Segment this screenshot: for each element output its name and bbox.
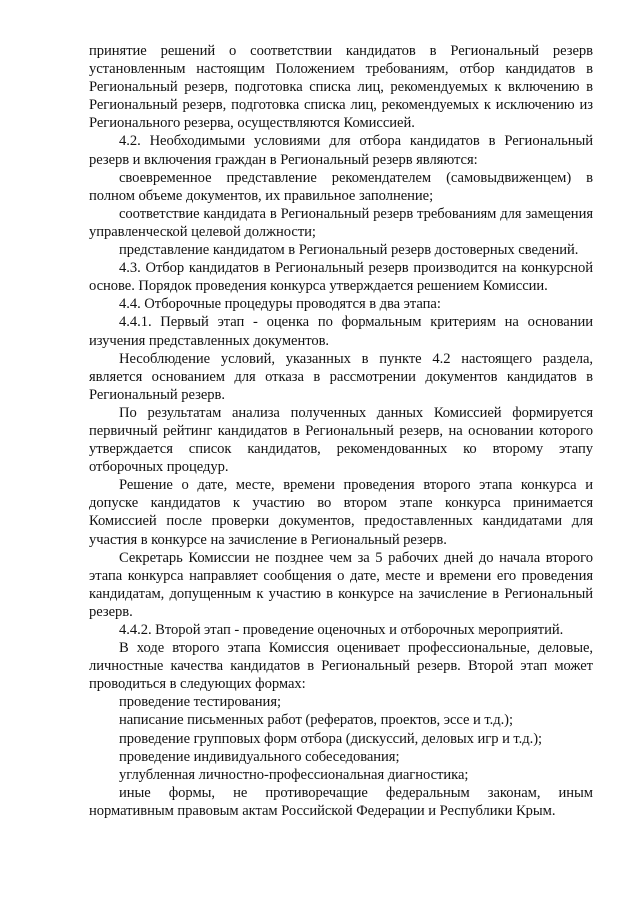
paragraph: В ходе второго этапа Комиссия оценивает профессиональные, деловые, личностные качества кандидатов в Региональный резерв. Второй этап может проводиться в следующих формах: bbox=[89, 640, 593, 693]
paragraph: Несоблюдение условий, указанных в пункте 4.2 настоящего раздела, является основанием для отказа в рассмотрении документов кандидатов в Региональный резерв. bbox=[89, 350, 593, 403]
paragraph: соответствие кандидата в Региональный резерв требованиям для замещения управленческой целевой должности; bbox=[89, 205, 593, 240]
paragraph: 4.2. Необходимыми условиями для отбора кандидатов в Региональный резерв и включения граждан в Региональный резерв являются: bbox=[89, 133, 593, 168]
document-body bbox=[89, 42, 593, 820]
paragraph: проведение групповых форм отбора (дискуссий, деловых игр и т.д.); bbox=[119, 730, 543, 747]
paragraph: проведение индивидуального собеседования; bbox=[119, 748, 400, 765]
paragraph: иные формы, не противоречащие федеральным законам, иным нормативным правовым актам Российской Федерации и Республики Крым. bbox=[89, 784, 593, 819]
paragraph: представление кандидатом в Региональный резерв достоверных сведений. bbox=[119, 242, 579, 259]
paragraph: 4.3. Отбор кандидатов в Региональный резерв производится на конкурсной основе. Порядок проведения конкурса утверждается решением Комиссии. bbox=[89, 260, 593, 295]
paragraph: написание письменных работ (рефератов, проектов, эссе и т.д.); bbox=[119, 712, 513, 729]
paragraph: своевременное представление рекомендателем (самовыдвиженцем) в полном объеме документов, их правильное заполнение; bbox=[89, 169, 593, 204]
paragraph: 4.4.2. Второй этап - проведение оценочных и отборочных мероприятий. bbox=[119, 622, 564, 638]
paragraph: 4.4.1. Первый этап - оценка по формальным критериям на основании изучения представленных документов. bbox=[89, 314, 593, 349]
paragraph: 4.4. Отборочные процедуры проводятся в два этапа: bbox=[119, 296, 441, 313]
paragraph: Решение о дате, месте, времени проведения второго этапа конкурса и допуске кандидатов к участию во втором этапе конкурса принимается Комиссией после проверки документов, предоставленных кандидатами для участия в конкурсе на зачисление в Региональный резерв. bbox=[89, 477, 593, 548]
paragraph: По результатам анализа полученных данных Комиссией формируется первичный рейтинг кандидатов в Региональный резерв, на основании которого утверждается список кандидатов, рекомендованных ко второму этапу отборочных процедур. bbox=[89, 404, 593, 476]
paragraph: углубленная личностно-профессиональная диагностика; bbox=[119, 766, 469, 783]
paragraph: принятие решений о соответствии кандидатов в Региональный резерв установленным настоящим Положением требованиям, отбор кандидатов в Региональный резерв, подготовка списка лиц, рекомендуемых к включению в Региональный резерв, подготовка списка лиц, рекомендуемых к исключению из Регионального резерва, осуществляются Комиссией. bbox=[89, 43, 593, 132]
paragraph: проведение тестирования; bbox=[119, 694, 281, 711]
paragraph: Секретарь Комиссии не позднее чем за 5 рабочих дней до начала второго этапа конкурса направляет сообщения о дате, месте и времени его проведения кандидатам, допущенным к участию в конкурсе на зачисление в Региональный резерв. bbox=[89, 549, 593, 620]
